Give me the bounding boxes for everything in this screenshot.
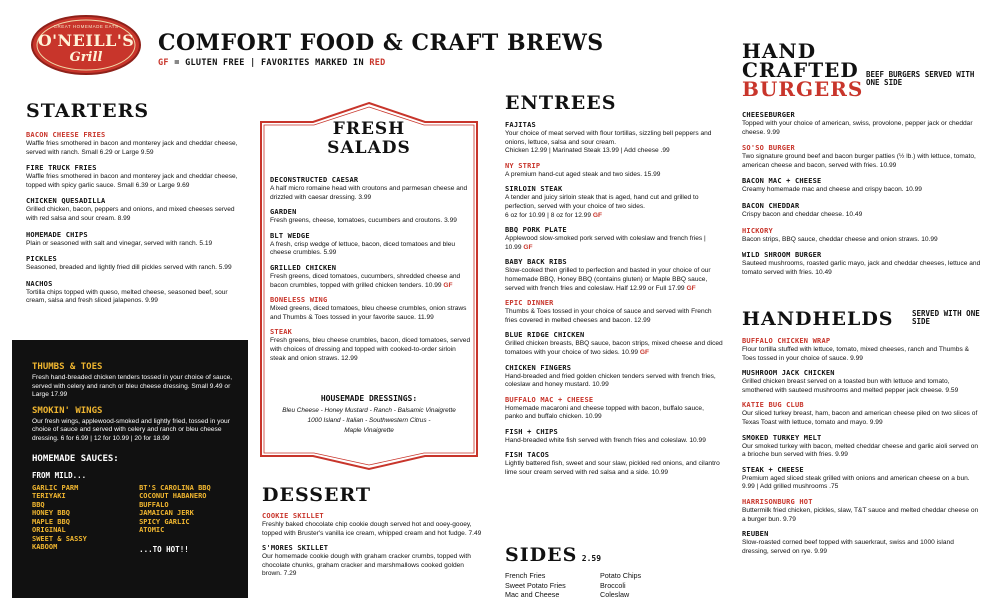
item-description: Tortilla chips topped with queso, melted cheese, seasoned beef, sour cream, salsa and fresh sliced jalapenos. 9.99 xyxy=(26,288,228,305)
burgers-list xyxy=(742,111,982,284)
list-item xyxy=(32,362,238,400)
item-name: SIRLOIN STEAK xyxy=(505,185,563,194)
item-name: STEAK xyxy=(270,328,293,337)
item-name: STEAK + CHEESE xyxy=(742,465,804,474)
item-description: A premium hand-cut aged steak and two sides. 15.99 xyxy=(505,170,661,178)
item-name: CHEESEBURGER xyxy=(742,111,795,119)
salads-heading-line1: FRESH xyxy=(332,119,406,139)
item-description: Fresh greens, diced tomatoes, cucumbers, shredded cheese and bacon crumbles, topped with grilled chicken tenders. 10.99 xyxy=(270,272,461,289)
item-prices: Chicken 12.99 | Marinated Steak 13.99 | Add cheese .99 xyxy=(505,147,670,155)
side-item: Coleslaw xyxy=(600,590,630,599)
list-item xyxy=(505,428,723,446)
sides-heading xyxy=(505,544,601,566)
dressings-heading: HOUSEMADE DRESSINGS: xyxy=(320,394,418,403)
dressing-line: 1000 Island - Italian - Southwestern Citrus - xyxy=(307,417,431,424)
item-description: Lightly battered fish, sweet and sour slaw, pickled red onions, and cilantro lime sour cream served with red salsa and a side. 10.99 xyxy=(505,460,720,477)
side-item: Sweet Potato Fries xyxy=(505,580,566,590)
item-name: FISH TACOS xyxy=(505,451,550,460)
item-name: BONELESS WING xyxy=(270,296,328,305)
logo xyxy=(30,14,142,76)
item-description: Thumbs & Toes tossed in your choice of sauce and served with French fries covered in melted cheeses and bacon. 12.99 xyxy=(505,308,712,324)
list-item xyxy=(505,162,723,180)
sauce-item: BUFFALO xyxy=(139,500,169,509)
item-name: SMOKED TURKEY MELT xyxy=(742,433,822,442)
handhelds-heading: HANDHELDS xyxy=(742,308,894,330)
to-hot-label: ...TO HOT!! xyxy=(139,544,189,554)
item-description: A fresh, crisp wedge of lettuce, bacon, diced tomatoes and bleu cheese crumbles. 5.99 xyxy=(270,240,456,257)
sides-column xyxy=(505,571,575,600)
menu-title: COMFORT FOOD & CRAFT BREWS xyxy=(158,30,604,56)
item-description: Freshly baked chocolate chip cookie dough served hot and ooey-gooey, topped with Bruster's vanilla ice cream, whipped cream and hot fudge. 7.49 xyxy=(262,521,482,537)
item-name: KATIE BUG CLUB xyxy=(742,401,804,410)
item-name: COOKIE SKILLET xyxy=(262,512,324,520)
item-description: Fresh hand-breaded chicken tenders tossed in your choice of sauce, served with celery and ranch or bleu cheese dressing. Small 9.49 or Large 17.99 xyxy=(32,374,233,399)
item-name: EPIC DINNER xyxy=(505,299,554,308)
item-name: BUFFALO CHICKEN WRAP xyxy=(742,337,831,345)
item-description: Your choice of meat served with flour tortillas, sizzling bell peppers and onions, lettuce, salsa and sour cream. xyxy=(505,130,712,146)
item-description: Hand-breaded white fish served with french fries and coleslaw. 10.99 xyxy=(505,436,706,444)
dessert-list xyxy=(262,512,482,586)
list-item xyxy=(270,232,472,258)
item-description: Seasoned, breaded and lightly fried dill pickles served with ranch. 5.99 xyxy=(26,264,232,272)
item-name: PICKLES xyxy=(26,255,57,264)
list-item xyxy=(742,227,982,245)
burgers-heading-line2: CRAFTED xyxy=(742,58,859,82)
item-name: GRILLED CHICKEN xyxy=(270,263,337,272)
gf-legend-text: = GLUTEN FREE | FAVORITES MARKED IN xyxy=(174,58,364,68)
item-name: BABY BACK RIBS xyxy=(505,258,567,267)
sauce-item: MAPLE BBQ xyxy=(32,517,70,526)
list-item xyxy=(262,512,482,538)
gf-badge: GF xyxy=(686,284,696,292)
sauce-item: SWEET & SASSY xyxy=(32,534,87,543)
list-item xyxy=(742,401,982,427)
list-item xyxy=(742,144,982,170)
list-item xyxy=(742,434,982,460)
item-name: S'MORES SKILLET xyxy=(262,544,329,553)
item-name: CHICKEN FINGERS xyxy=(505,363,572,372)
wings-sauces-panel xyxy=(12,340,248,598)
item-description: Slow-roasted corned beef topped with sauerkraut, swiss and 1000 island dressing, served on rye. 9.99 xyxy=(742,539,954,555)
gf-badge: GF xyxy=(639,348,650,356)
sauce-column-mild xyxy=(32,484,119,554)
gf-badge: GF xyxy=(592,211,603,219)
list-item xyxy=(26,231,244,249)
list-item xyxy=(270,176,472,202)
list-item xyxy=(26,164,244,190)
item-description: Two signature ground beef and bacon burger patties (½ lb.) with lettuce, tomato, american cheese and bacon, served with fries. 10.99 xyxy=(742,153,976,169)
burgers-heading xyxy=(742,39,864,101)
item-description: Our fresh wings, applewood-smoked and lightly fried, tossed in your choice of sauce and served with celery and ranch or bleu cheese dressing. 6 for 6.99 | 12 for 10.99 | 20 for 18.99 xyxy=(32,417,230,442)
item-name: FIRE TRUCK FRIES xyxy=(26,164,97,173)
dressings-block xyxy=(262,394,476,436)
sauce-item: JAMAICAN JERK xyxy=(139,509,194,518)
item-name: HARRISONBURG HOT xyxy=(742,497,813,506)
item-description: Hand-breaded and fried golden chicken tenders served with french fries, coleslaw and honey mustard. 10.99 xyxy=(505,372,716,389)
item-description: Grilled chicken breasts, BBQ sauce, bacon strips, mixed cheese and diced tomatoes with your choice of two sides. 10.99 xyxy=(505,340,723,356)
item-description: A half micro romaine head with croutons and parmesan cheese and drizzled with caesar dressing. 3.99 xyxy=(270,185,468,201)
list-item xyxy=(270,328,472,363)
logo-name: O'NEILL'S xyxy=(37,31,135,50)
sides-title: SIDES xyxy=(505,544,578,566)
item-description: Waffle fries smothered in bacon and monterey jack and cheddar cheese, topped with spicy garlic sauce. Small 6.39 or Large 9.69 xyxy=(26,173,238,189)
gf-badge: GF xyxy=(443,281,453,289)
item-description: Fresh greens, bleu cheese crumbles, bacon, diced tomatoes, served with choices of dressing and topped with cooked-to-order sirloin steak and onion straws. 12.99 xyxy=(270,337,471,362)
sauce-item: KABOOM xyxy=(32,543,58,552)
dressing-line: Bleu Cheese - Honey Mustard - Ranch - Balsamic Vinaigrette xyxy=(282,407,456,414)
list-item xyxy=(742,337,982,363)
sides-list xyxy=(505,571,670,600)
item-name: BLT WEDGE xyxy=(270,231,310,240)
item-description: Homemade macaroni and cheese topped with bacon, buffalo sauce, panko and buffalo chicken. 10.99 xyxy=(505,404,704,421)
from-mild-label: FROM MILD... xyxy=(32,470,87,480)
item-prices: 6 oz for 10.99 | 8 oz for 12.99 xyxy=(505,211,592,219)
item-name: BACON MAC + CHEESE xyxy=(742,177,822,186)
favorites-red-label: RED xyxy=(369,58,386,68)
list-item xyxy=(505,258,723,293)
item-name: THUMBS & TOES xyxy=(32,362,103,372)
item-name: BUFFALO MAC + CHEESE xyxy=(505,395,594,404)
salads-heading-line2: SALADS xyxy=(327,138,411,158)
burgers-subheading: BEEF BURGERS SERVED WITH ONE SIDE xyxy=(866,70,975,87)
item-name: SMOKIN' WINGS xyxy=(32,405,103,416)
item-description: Flour tortilla stuffed with lettuce, tomato, mixed cheeses, ranch and Thumbs & Toes tossed in your choice of sauce. 9.99 xyxy=(742,346,969,362)
item-name: CHICKEN QUESADILLA xyxy=(26,197,106,206)
list-item xyxy=(742,466,982,492)
list-item xyxy=(26,280,244,306)
item-name: REUBEN xyxy=(742,530,769,539)
list-item xyxy=(270,296,472,322)
list-item xyxy=(742,369,982,395)
burgers-heading-line3: BURGERS xyxy=(742,77,864,101)
burgers-heading-line1: HAND xyxy=(742,39,817,63)
side-item: Mac and Cheese xyxy=(505,590,560,599)
item-description: Crispy bacon and cheddar cheese. 10.49 xyxy=(742,210,863,218)
list-item xyxy=(505,331,723,357)
sauce-item: SPICY GARLIC xyxy=(139,517,190,526)
list-item xyxy=(505,185,723,220)
entrees-list xyxy=(505,121,723,484)
item-name: DECONSTRUCTED CAESAR xyxy=(270,176,359,184)
item-name: BACON CHEDDAR xyxy=(742,201,800,210)
list-item xyxy=(270,208,472,226)
list-item xyxy=(505,364,723,390)
list-item xyxy=(26,197,244,223)
logo-sub: Grill xyxy=(69,50,103,65)
list-item xyxy=(742,530,982,556)
handhelds-subheading: SERVED WITH ONE SIDE xyxy=(912,309,980,326)
list-item xyxy=(742,111,982,137)
item-name: FISH + CHIPS xyxy=(505,427,558,436)
item-description: Plain or seasoned with salt and vinegar, served with ranch. 5.19 xyxy=(26,239,213,247)
side-item: Broccoli xyxy=(600,580,626,590)
list-item xyxy=(505,121,723,156)
sauce-item: ATOMIC xyxy=(139,526,165,535)
item-description: Fresh greens, cheese, tomatoes, cucumbers and croutons. 3.99 xyxy=(270,217,457,225)
side-item: French Fries xyxy=(505,571,546,580)
dressing-line: Maple Vinaigrette xyxy=(344,427,394,434)
salads-list xyxy=(270,176,472,369)
entrees-heading: ENTREES xyxy=(505,92,617,114)
item-description: Waffle fries smothered in bacon and monterey jack and cheddar cheese, served with ranch. Small 6.29 or Large 9.59 xyxy=(26,140,238,156)
item-description: Grilled chicken breast served on a toasted bun with lettuce and tomato, smothered with sauteed mushrooms and melted pepper jack cheese. 9.59 xyxy=(742,378,959,394)
item-name: GARDEN xyxy=(270,208,297,217)
item-name: BLUE RIDGE CHICKEN xyxy=(505,331,585,340)
side-item: Potato Chips xyxy=(600,571,642,580)
sauce-list xyxy=(32,484,238,554)
item-description: Our sliced turkey breast, ham, bacon and american cheese piled on two slices of Texas Toast with lettuce, tomato and mayo. 9.99 xyxy=(742,410,978,426)
item-description: Mixed greens, diced tomatoes, bleu cheese crumbles, onion straws and Thumbs & Toes tossed in your favorite sauce. 11.99 xyxy=(270,305,467,321)
gf-label: GF xyxy=(158,58,169,68)
item-description: Sauteed mushrooms, roasted garlic mayo, jack and cheddar cheeses, lettuce and tomato served with fries. 10.49 xyxy=(742,260,981,276)
list-item xyxy=(742,251,982,277)
logo-tagline: GREAT HOMEMADE EATS xyxy=(53,24,119,29)
list-item xyxy=(270,264,472,290)
sauce-item: COCONUT HABANERO xyxy=(139,492,207,501)
sauces-heading: HOMEMADE SAUCES: xyxy=(32,453,119,464)
item-description: Slow-cooked then grilled to perfection and basted in your choice of our homemade BBQ, Honey BBQ (contains gluten) or Maple BBQ sauce, served with french fries and coleslaw. Half 12.99 or Full 17.99 xyxy=(505,267,711,292)
item-description: Buttermilk fried chicken, pickles, slaw, T&T sauce and melted cheddar cheese on a burger bun. 9.79 xyxy=(742,506,979,523)
item-description: Applewood slow-smoked pork served with coleslaw and french fries | 10.99 xyxy=(505,235,706,251)
gluten-free-legend xyxy=(158,58,386,68)
sides-column xyxy=(600,571,670,600)
handhelds-list xyxy=(742,337,982,562)
list-item xyxy=(262,544,482,579)
dessert-heading: DESSERT xyxy=(262,484,372,506)
item-name: SO'SO BURGER xyxy=(742,144,795,153)
item-name: NACHOS xyxy=(26,279,53,288)
sauce-item: TERIYAKI xyxy=(32,492,66,501)
list-item xyxy=(505,451,723,477)
item-name: HOMEMADE CHIPS xyxy=(26,230,88,239)
item-description: A tender and juicy sirloin steak that is aged, hand cut and grilled to perfection, served with your choice of two sides. xyxy=(505,194,699,210)
item-name: NY STRIP xyxy=(505,161,541,170)
item-description: Topped with your choice of american, swiss, provolone, pepper jack or cheddar cheese. 9.99 xyxy=(742,120,973,136)
salads-heading xyxy=(255,120,483,158)
item-description: Premium aged sliced steak grilled with onions and american cheese on a bun. 9.99 | Add grilled mushrooms .75 xyxy=(742,474,970,491)
list-item xyxy=(742,202,982,220)
list-item xyxy=(505,396,723,422)
item-name: MUSHROOM JACK CHICKEN xyxy=(742,369,835,378)
item-name: WILD SHROOM BURGER xyxy=(742,251,822,260)
list-item xyxy=(742,177,982,195)
item-description: Grilled chicken, bacon, peppers and onions, and mixed cheeses served with red salsa and sour cream. 8.99 xyxy=(26,206,235,222)
sides-price: 2.59 xyxy=(581,554,602,563)
item-description: Creamy homemade mac and cheese and crispy bacon. 10.99 xyxy=(742,186,922,194)
item-description: Bacon strips, BBQ sauce, cheddar cheese and onion straws. 10.99 xyxy=(742,235,938,243)
sauce-column-hot xyxy=(139,484,238,554)
list-item xyxy=(26,255,244,273)
item-description: Our smoked turkey with bacon, melted cheddar cheese and garlic aioli served on a brioche bun served with fries. 9.99 xyxy=(742,442,979,459)
item-name: BACON CHEESE FRIES xyxy=(26,131,106,139)
starters-heading: STARTERS xyxy=(26,100,150,122)
sauce-item: ORIGINAL xyxy=(32,526,66,535)
list-item xyxy=(505,299,723,325)
sauce-item: GARLIC PARM xyxy=(32,483,79,492)
sauce-item: BBQ xyxy=(32,500,45,509)
gf-badge: GF xyxy=(523,243,533,251)
list-item xyxy=(26,131,244,157)
list-item xyxy=(32,406,238,444)
item-name: FAJITAS xyxy=(505,121,536,129)
item-name: HICKORY xyxy=(742,226,773,235)
sauce-item: HONEY BBQ xyxy=(32,509,70,518)
item-name: BBQ PORK PLATE xyxy=(505,226,567,235)
sauce-item: BT'S CAROLINA BBQ xyxy=(139,483,211,492)
starters-list xyxy=(26,131,244,313)
list-item xyxy=(505,226,723,252)
item-description: Our homemade cookie dough with graham cracker crumbs, topped with chocolate chunks, graham cracker and marshmallows cooked golden brown. 7.29 xyxy=(262,553,471,578)
list-item xyxy=(742,498,982,524)
